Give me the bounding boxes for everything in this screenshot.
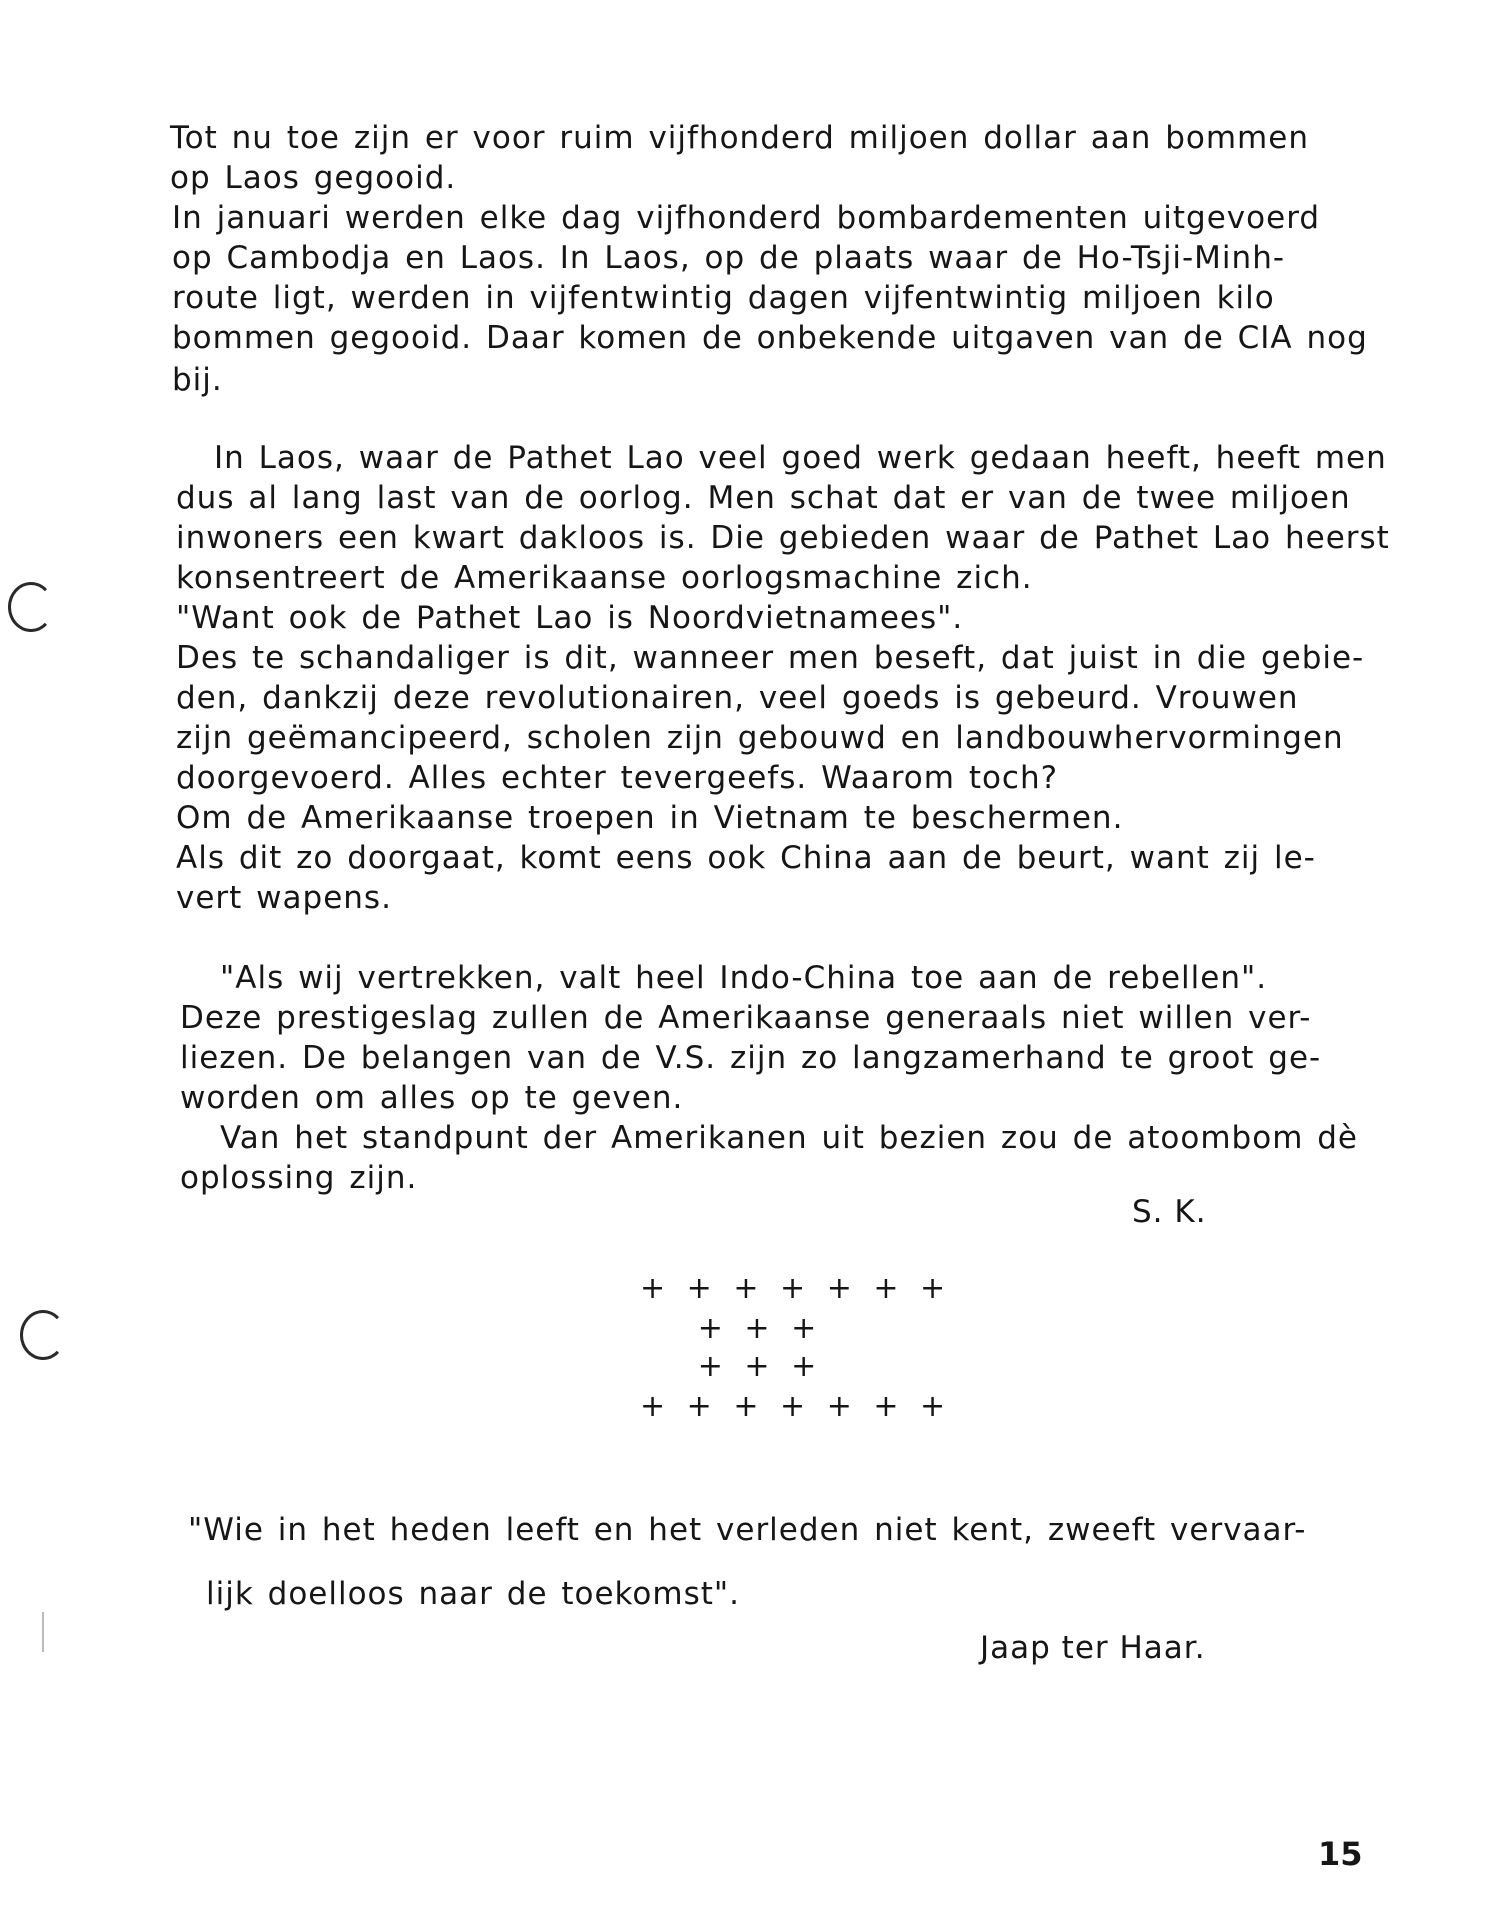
punch-hole-top — [8, 582, 54, 632]
text-line: konsentreert de Amerikaanse oorlogsmachine zich. — [176, 560, 1033, 596]
cross-ornament-row: + + + — [697, 1349, 823, 1384]
text-line: Tot nu toe zijn er voor ruim vijfhonderd miljoen dollar aan bommen — [170, 120, 1309, 156]
page-number: 15 — [1318, 1835, 1363, 1873]
text-line: Des te schandaliger is dit, wanneer men beseft, dat juist in die gebie- — [176, 640, 1365, 676]
text-line: "Als wij vertrekken, valt heel Indo-China toe aan de rebellen". — [220, 960, 1268, 996]
text-line: Deze prestigeslag zullen de Amerikaanse generaals niet willen ver- — [180, 1000, 1312, 1036]
text-line: op Laos gegooid. — [170, 160, 457, 196]
text-line: "Want ook de Pathet Lao is Noordvietnamees". — [176, 600, 964, 636]
punch-hole-bottom — [20, 1310, 66, 1360]
text-line: dus al lang last van de oorlog. Men schat dat er van de twee miljoen — [176, 480, 1351, 516]
cross-ornament-row: + + + — [697, 1311, 823, 1346]
text-line: In januari werden elke dag vijfhonderd bombardementen uitgevoerd — [172, 200, 1321, 236]
text-line: liezen. De belangen van de V.S. zijn zo langzamerhand te groot ge- — [180, 1040, 1322, 1076]
signature-author: Jaap ter Haar. — [980, 1630, 1206, 1666]
text-line: den, dankzij deze revolutionairen, veel goeds is gebeurd. Vrouwen — [176, 680, 1299, 716]
text-line: op Cambodja en Laos. In Laos, op de plaats waar de Ho-Tsji-Minh- — [172, 240, 1286, 276]
cross-ornament-row: + + + + + + + — [640, 1389, 952, 1424]
text-line: In Laos, waar de Pathet Lao veel goed werk gedaan heeft, heeft men — [214, 440, 1387, 476]
cross-ornament-row: + + + + + + + — [640, 1271, 952, 1306]
text-line: zijn geëmancipeerd, scholen zijn gebouwd en landbouwhervormingen — [176, 720, 1344, 756]
text-line: inwoners een kwart dakloos is. Die gebieden waar de Pathet Lao heerst — [176, 520, 1390, 556]
quote-line: lijk doelloos naar de toekomst". — [206, 1576, 740, 1612]
text-line: worden om alles op te geven. — [180, 1080, 684, 1116]
text-line: Om de Amerikaanse troepen in Vietnam te beschermen. — [176, 800, 1124, 836]
quote-line: "Wie in het heden leeft en het verleden niet kent, zweeft vervaar- — [188, 1512, 1307, 1548]
text-line: vert wapens. — [176, 880, 392, 916]
text-line: doorgevoerd. Alles echter tevergeefs. Waarom toch? — [176, 760, 1059, 796]
signature-sk: S. K. — [1132, 1194, 1207, 1230]
text-line: route ligt, werden in vijfentwintig dagen vijfentwintig miljoen kilo — [172, 280, 1275, 316]
text-line: Van het standpunt der Amerikanen uit bezien zou de atoombom dè — [220, 1120, 1358, 1156]
text-line: bij. — [172, 362, 223, 398]
page-edge-mark — [42, 1612, 44, 1652]
text-line: oplossing zijn. — [180, 1160, 418, 1196]
text-line: bommen gegooid. Daar komen de onbekende uitgaven van de CIA nog — [172, 320, 1368, 356]
text-line: Als dit zo doorgaat, komt eens ook China aan de beurt, want zij le- — [176, 840, 1316, 876]
